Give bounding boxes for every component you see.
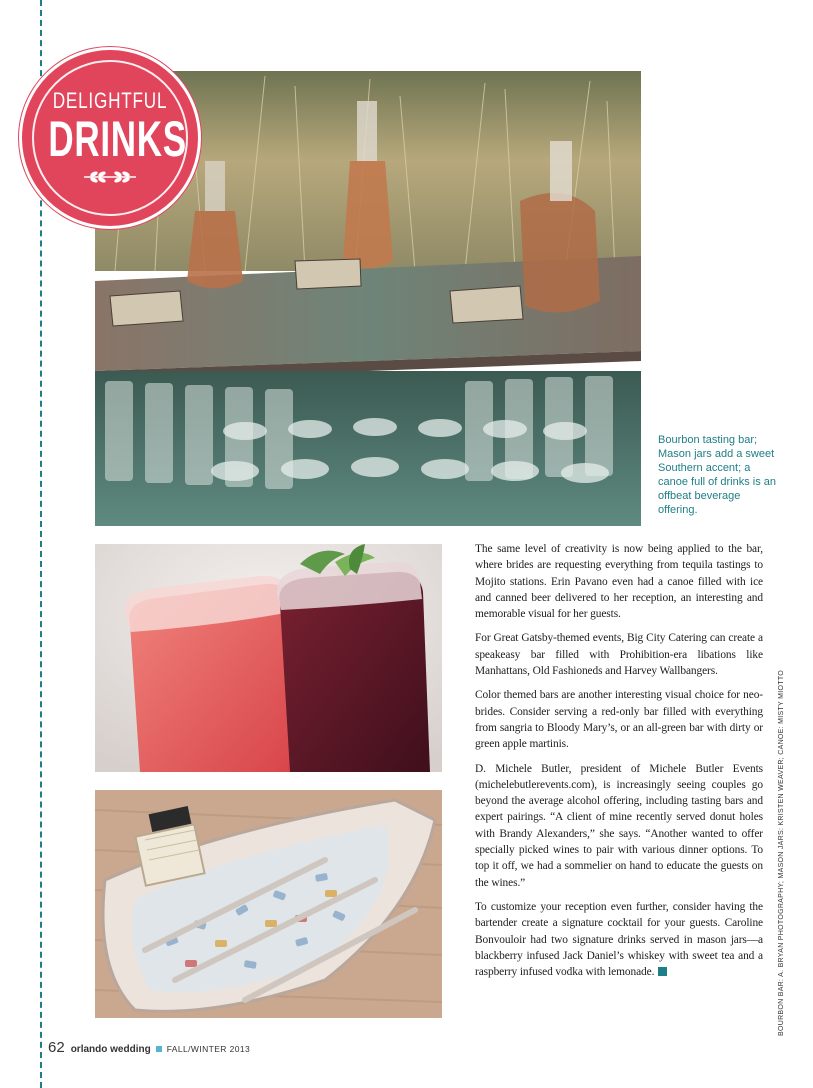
badge-line1: DELIGHTFUL bbox=[52, 88, 168, 113]
page-number: 62 bbox=[48, 1039, 65, 1056]
article-paragraph: The same level of creativity is now being applied to the bar, where brides are requesting everything from tequila tastings to Mojito stations. Erin Pavano even had a canoe filled with ice and canned beer delivered to her reception, an interesting and memorable visual for her guests. bbox=[475, 543, 763, 621]
folio-square-icon bbox=[156, 1046, 162, 1052]
article-body bbox=[475, 541, 763, 988]
badge-line2: DRINKS bbox=[48, 111, 187, 167]
photo-mason-jar-drinks bbox=[95, 544, 442, 772]
article-paragraph: For Great Gatsby-themed events, Big City Catering can create a speakeasy bar filled with Prohibition-era libations like Manhattans, Old Fashioneds and Harvey Wallbangers. bbox=[475, 632, 763, 678]
laurel-ornament-icon bbox=[80, 169, 140, 185]
delightful-drinks-badge bbox=[22, 50, 198, 226]
article-paragraph-text: To customize your reception even further, consider having the bartender create a signature cocktail for your guests. Caroline Bonvouloir had two signature drinks served in mason jars—a blackberry infused Jack Daniel’s whiskey with sweet tea and a raspberry infused vodka with lemonade. bbox=[475, 900, 763, 979]
magazine-name: orlando wedding bbox=[70, 1044, 151, 1055]
issue-date: FALL/WINTER 2013 bbox=[166, 1044, 251, 1054]
end-mark-icon bbox=[658, 967, 667, 976]
photo-caption: Bourbon tasting bar; Mason jars add a sweet Southern accent; a canoe full of drinks is an offbeat beverage offering. bbox=[658, 434, 777, 516]
folio bbox=[48, 1039, 250, 1057]
article-paragraph-last bbox=[475, 899, 763, 980]
article-paragraph: Color themed bars are another interesting visual choice for neo-brides. Consider serving a red-only bar filled with everything from sangria to Bloody Mary’s, or an all-green bar with dirty or green apple martinis. bbox=[475, 689, 763, 751]
photo-canoe-full-of-drinks bbox=[95, 790, 442, 1018]
photo-credit: BOURBON BAR: A. BRYAN PHOTOGRAPHY; MASON JARS: KRISTEN WEAVER; CANOE: MISTY MIOTTO bbox=[778, 669, 785, 1036]
article-paragraph: D. Michele Butler, president of Michele Butler Events (michelebutlerevents.com), is increasingly seeing couples go beyond the average alcohol offering, including tasting bars and expert pairings. “A client of mine recently served donut holes with Brandy Alexanders,” she says. “Another wanted to offer specially picked wines to pair with various dinner options. To top it off, we had a sommelier on hand to educate the guests on the wines.” bbox=[475, 762, 763, 889]
